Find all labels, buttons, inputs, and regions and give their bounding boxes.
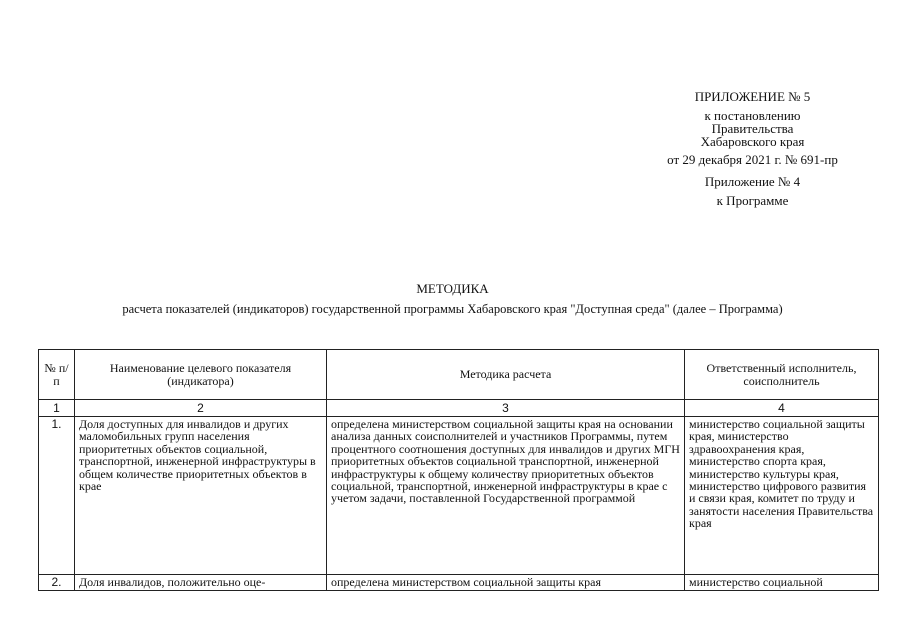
column-index: 2 [75, 400, 327, 417]
annex-line: Правительства [711, 121, 794, 136]
calculation-method: определена министерством социальной защиты края на основании анализа данных соисполнителей и участников Программы, путем процентного соотношения доступных для инвалидов и других МГН приоритетных объектов социальной транспортной, инженерной инфраструктуры к общему количеству приоритетных объектов социальной, транспортной, инженерной инфраструктуры в крае с учетом задачи, поставленной Государственной программой [327, 417, 685, 575]
calculation-method: определена министерством социальной защиты края [327, 575, 685, 591]
column-index: 1 [39, 400, 75, 417]
table-row [39, 575, 879, 591]
annex-block [640, 90, 865, 207]
header-method: Методика расчета [327, 350, 685, 400]
header-number: № п/п [39, 350, 75, 400]
table-column-index-row [39, 400, 879, 417]
header-indicator-name: Наименование целевого показателя (индикатора) [75, 350, 327, 400]
indicator-name: Доля инвалидов, положительно оце- [75, 575, 327, 591]
responsible-executor: министерство социальной защиты края, министерство здравоохранения края, министерство спорта края, министерство культуры края, министерство цифрового развития и связи края, комитет по труду и занятости населения Правительства края [685, 417, 879, 575]
annex-title: ПРИЛОЖЕНИЕ № 5 [694, 89, 811, 104]
responsible-executor: министерство социальной [685, 575, 879, 591]
document-subtitle: расчета показателей (индикаторов) государственной программы Хабаровского края "Доступная среда" (далее – Программа) [122, 302, 783, 316]
row-number: 1. [39, 417, 75, 575]
annex-line: к Программе [716, 193, 789, 208]
indicator-name: Доля доступных для инвалидов и других маломобильных групп населения приоритетных объектов социальной, транспортной, инженерной инфраструктуры в общем количестве приоритетных объектов в крае [75, 417, 327, 575]
column-index: 3 [327, 400, 685, 417]
column-index: 4 [685, 400, 879, 417]
annex-subtitle: Приложение № 4 [704, 174, 801, 189]
header-executor: Ответственный исполнитель, соисполнитель [685, 350, 879, 400]
table-header-row [39, 350, 879, 400]
indicators-table [38, 349, 879, 591]
annex-date: от 29 декабря 2021 г. № 691-пр [667, 152, 838, 167]
table-row [39, 417, 879, 575]
document-title: МЕТОДИКА [416, 281, 489, 296]
annex-line: к постановлению [704, 108, 801, 123]
annex-line: Хабаровского края [700, 134, 805, 149]
row-number: 2. [39, 575, 75, 591]
